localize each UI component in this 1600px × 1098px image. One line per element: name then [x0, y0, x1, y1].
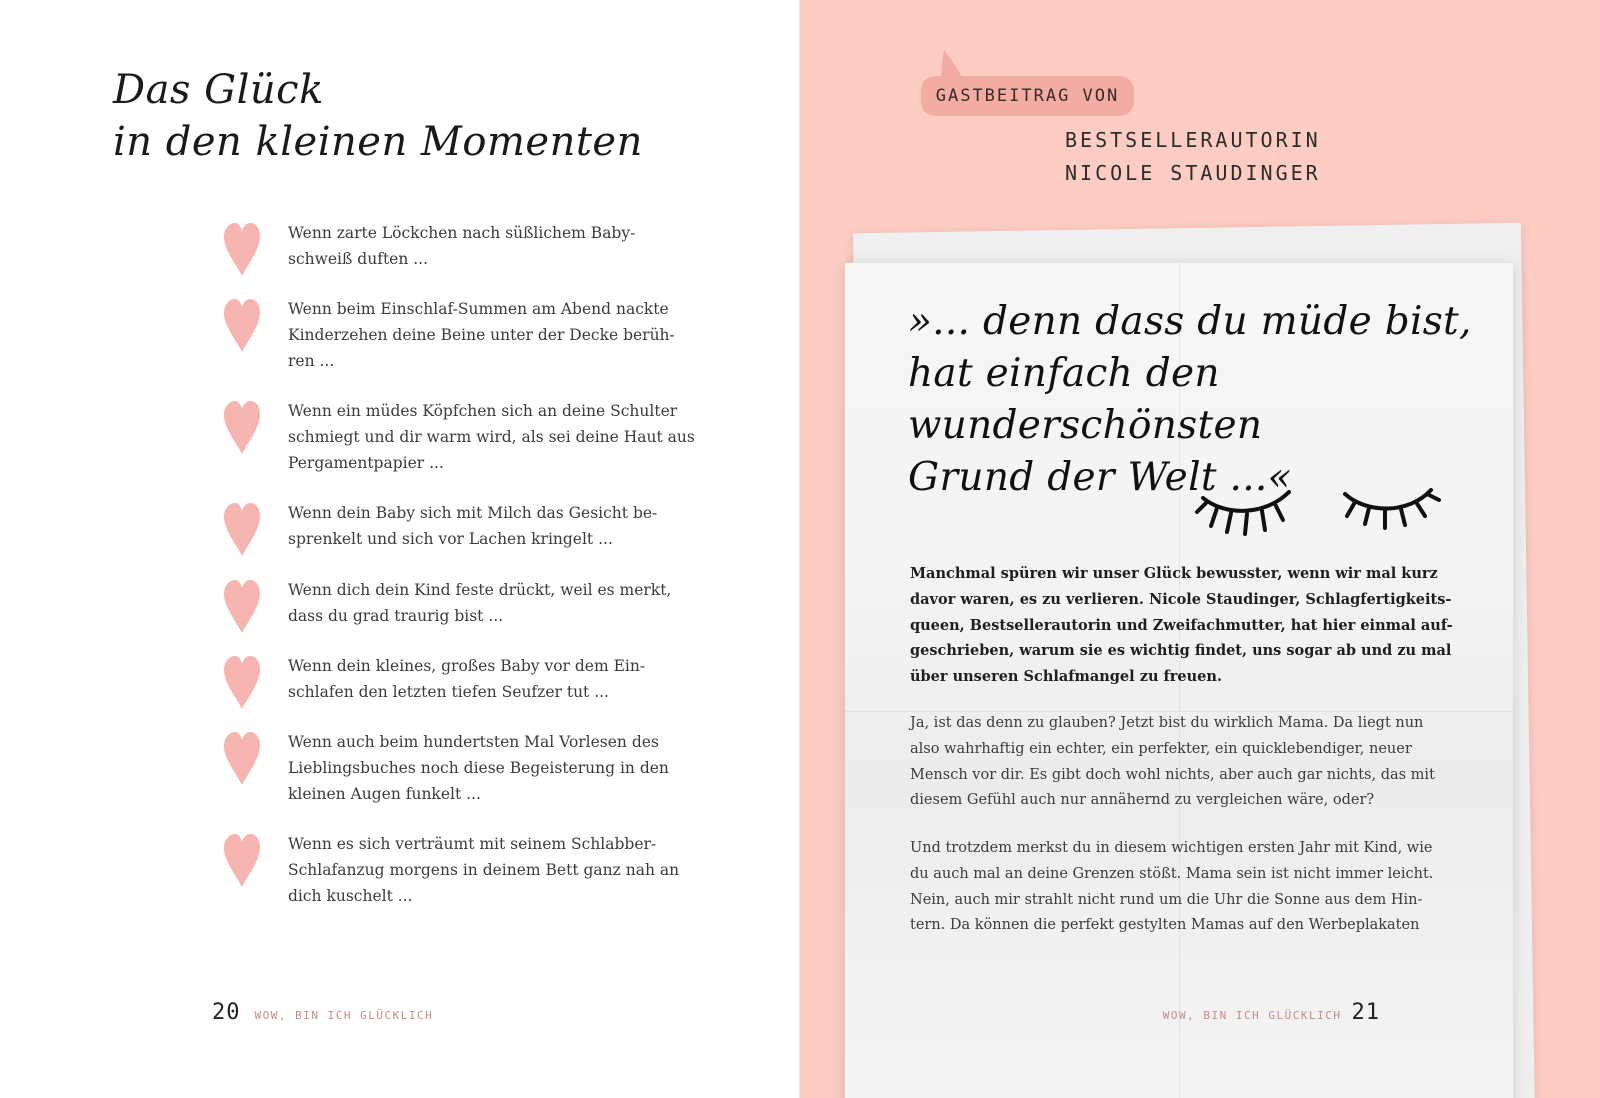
text-line: Mensch vor dir. Es gibt doch wohl nichts, aber auch gar nichts, das mit [910, 766, 1435, 783]
title-line: in den kleinen Momenten [113, 119, 643, 165]
list-item-text [288, 398, 708, 476]
heart-icon [222, 577, 262, 637]
list-item-text [288, 577, 708, 629]
author-credit [1065, 124, 1321, 190]
text-line: Kinderzehen deine Beine unter der Decke berüh- [288, 326, 675, 344]
text-line: Wenn ein müdes Köpfchen sich an deine Schulter [288, 402, 678, 420]
page-number: 21 [1351, 1000, 1380, 1025]
text-line: Lieblingsbuches noch diese Begeisterung in den [288, 759, 669, 777]
closed-eyelashes-icon [1195, 480, 1445, 540]
heart-icon [222, 296, 262, 356]
text-line: schmiegt und dir warm wird, als sei deine Haut aus [288, 428, 695, 446]
text-line: Pergamentpapier ... [288, 454, 444, 472]
text-line: queen, Bestsellerautorin und Zweifachmutter, hat hier einmal auf- [910, 616, 1453, 634]
quote-line: hat einfach den wunderschönsten [908, 351, 1263, 448]
heart-icon [222, 220, 262, 280]
running-title: WOW, BIN ICH GLÜCKLICH [254, 1009, 434, 1022]
text-line: geschrieben, warum sie es wichtig findet, uns sogar ab und zu mal [910, 642, 1452, 660]
text-line: Wenn dein Baby sich mit Milch das Gesicht be- [288, 504, 658, 522]
heart-icon [222, 729, 262, 789]
text-line: davor waren, es zu verlieren. Nicole Staudinger, Schlagfertigkeits- [910, 590, 1452, 608]
quote-line: Grund der Welt ...« [908, 455, 1292, 500]
text-line: dich kuschelt ... [288, 887, 413, 905]
text-line: Nein, auch mir strahlt nicht rund um die Uhr die Sonne aus dem Hin- [910, 891, 1423, 908]
text-line: Wenn auch beim hundertsten Mal Vorlesen des [288, 733, 659, 751]
page-number: 20 [212, 1000, 241, 1025]
heart-icon [222, 653, 262, 713]
text-line: tern. Da können die perfekt gestylten Mamas auf den Werbeplakaten [910, 917, 1420, 934]
list-item-text [288, 296, 708, 374]
text-line: Schlafanzug morgens in deinem Bett ganz nah an [288, 861, 680, 879]
body-paragraph [910, 711, 1435, 814]
intro-text [910, 561, 1453, 690]
text-line: also wahrhaftig ein echter, ein perfekter, ein quicklebendiger, neuer [910, 740, 1412, 757]
body-paragraph [910, 836, 1434, 939]
text-line: Wenn dein kleines, großes Baby vor dem Ein- [288, 657, 646, 675]
text-line: ren ... [288, 352, 335, 370]
list-item-text [288, 831, 708, 909]
list-item-text [288, 220, 708, 272]
text-line: Ja, ist das denn zu glauben? Jetzt bist du wirklich Mama. Da liegt nun [910, 715, 1424, 731]
text-line: Und trotzdem merkst du in diesem wichtigen ersten Jahr mit Kind, wie [910, 840, 1433, 856]
text-line: Manchmal spüren wir unser Glück bewusster, wenn wir mal kurz [910, 565, 1438, 582]
page-footer-left [212, 1000, 433, 1025]
guest-contribution-badge: GASTBEITRAG VON [921, 76, 1134, 116]
text-line: Wenn es sich verträumt mit seinem Schlabber- [288, 835, 657, 853]
running-title: WOW, BIN ICH GLÜCKLICH [1162, 1009, 1342, 1022]
author-line: BESTSELLERAUTORIN [1065, 128, 1321, 152]
title-line: Das Glück [113, 67, 324, 113]
text-line: sprenkelt und sich vor Lachen kringelt ... [288, 530, 613, 548]
page-footer-right [1163, 1000, 1380, 1025]
heart-icon [222, 500, 262, 560]
quote-line: »... denn dass du müde bist, [908, 299, 1472, 344]
text-line: kleinen Augen funkelt ... [288, 785, 481, 803]
text-line: Wenn beim Einschlaf-Summen am Abend nackte [288, 300, 669, 318]
list-item-text [288, 653, 708, 705]
text-line: dass du grad traurig bist ... [288, 607, 504, 625]
heart-icon [222, 831, 262, 891]
text-line: Wenn zarte Löckchen nach süßlichem Baby- [288, 224, 636, 242]
list-item-text [288, 729, 708, 807]
list-item-text [288, 500, 708, 552]
pull-quote [908, 296, 1508, 504]
text-line: du auch mal an deine Grenzen stößt. Mama sein ist nicht immer leicht. [910, 865, 1434, 882]
text-line: diesem Gefühl auch nur annähernd zu vergleichen wäre, oder? [910, 792, 1375, 809]
heart-icon [222, 398, 262, 458]
text-line: schlafen den letzten tiefen Seufzer tut ... [288, 683, 609, 701]
author-line: NICOLE STAUDINGER [1065, 161, 1321, 185]
text-line: schweiß duften ... [288, 250, 429, 268]
page-title [113, 64, 643, 168]
text-line: über unseren Schlafmangel zu freuen. [910, 668, 1222, 686]
text-line: Wenn dich dein Kind feste drückt, weil es merkt, [288, 581, 672, 599]
